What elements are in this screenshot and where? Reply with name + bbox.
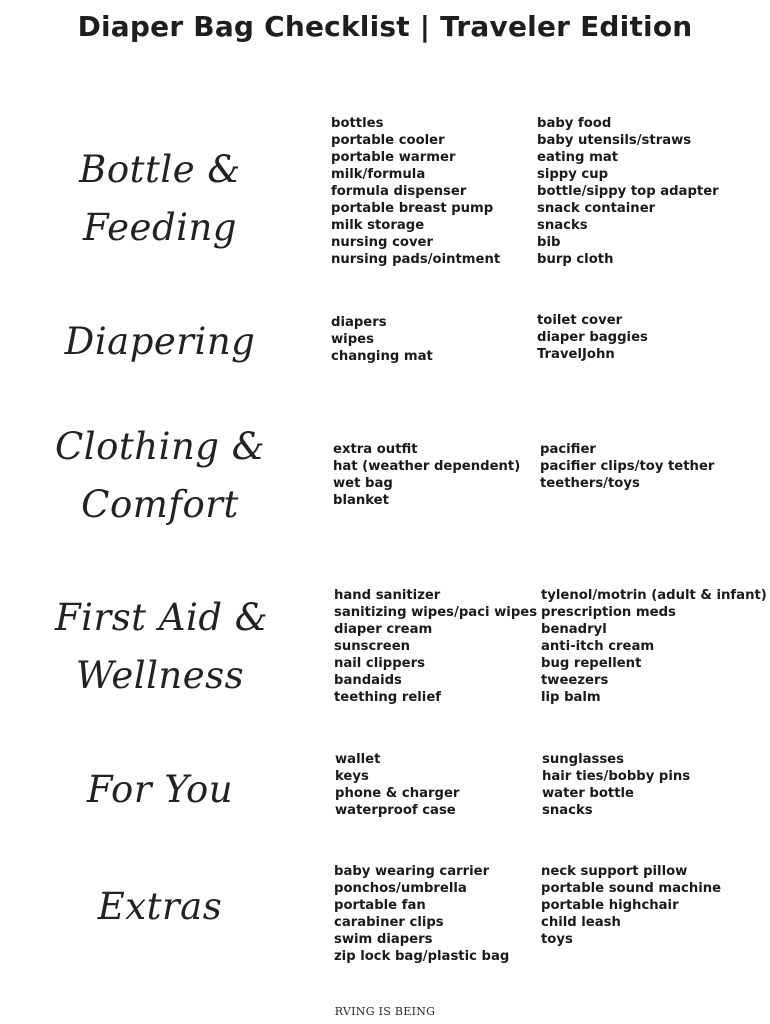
section-heading-line: Feeding — [83, 206, 237, 249]
right-item-list — [542, 751, 690, 819]
list-item: bottle/sippy top adapter — [537, 184, 719, 199]
right-item-list — [537, 115, 719, 268]
list-item: nursing cover — [331, 235, 433, 250]
list-item: portable breast pump — [331, 201, 494, 216]
right-item-list — [537, 312, 648, 363]
section-heading-line: For You — [86, 768, 234, 811]
list-item: TravelJohn — [537, 347, 615, 362]
left-item-list — [331, 314, 433, 365]
list-item: nursing pads/ointment — [331, 252, 501, 267]
list-item: diaper cream — [334, 622, 433, 637]
list-item: carabiner clips — [334, 915, 444, 930]
list-item: phone & charger — [335, 786, 460, 801]
list-item: child leash — [541, 915, 621, 930]
list-item: extra outfit — [333, 442, 418, 457]
list-item: bug repellent — [541, 656, 642, 671]
list-item: tweezers — [541, 673, 609, 688]
list-item: toilet cover — [537, 313, 623, 328]
left-item-list — [334, 863, 509, 965]
list-item: sippy cup — [537, 167, 609, 182]
list-item: snacks — [542, 803, 593, 818]
list-item: bottles — [331, 116, 384, 131]
list-item: prescription meds — [541, 605, 676, 620]
list-item: ponchos/umbrella — [334, 881, 467, 896]
page-title: Diaper Bag Checklist | Traveler Edition — [77, 10, 693, 43]
list-item: changing mat — [331, 349, 433, 364]
list-item: benadryl — [541, 622, 607, 637]
list-item: portable highchair — [541, 898, 679, 913]
list-item: anti-itch cream — [541, 639, 655, 654]
list-item: water bottle — [542, 786, 634, 801]
list-item: bandaids — [334, 673, 402, 688]
list-item: zip lock bag/plastic bag — [334, 949, 510, 964]
list-item: pacifier clips/toy tether — [540, 459, 715, 474]
list-item: wallet — [335, 752, 381, 767]
section-heading — [55, 589, 269, 705]
footer-brand: RVING IS BEING — [334, 1005, 436, 1018]
right-item-list — [540, 441, 714, 492]
list-item: tylenol/motrin (adult & infant) — [541, 588, 767, 603]
section-heading-line: First Aid & — [55, 596, 269, 639]
list-item: eating mat — [537, 150, 619, 165]
list-item: waterproof case — [335, 803, 456, 818]
list-item: wipes — [331, 332, 374, 347]
section-heading-line: Clothing & — [55, 425, 266, 468]
section-heading — [55, 418, 265, 534]
list-item: portable cooler — [331, 133, 445, 148]
list-item: neck support pillow — [541, 864, 688, 879]
list-item: teethers/toys — [540, 476, 640, 491]
section-heading-line: Bottle & — [79, 148, 241, 191]
list-item: burp cloth — [537, 252, 614, 267]
section-heading — [55, 313, 265, 371]
list-item: sunscreen — [334, 639, 411, 654]
right-item-list — [541, 863, 721, 948]
list-item: milk storage — [331, 218, 425, 233]
list-item: portable warmer — [331, 150, 456, 165]
left-item-list — [335, 751, 459, 819]
list-item: hand sanitizer — [334, 588, 441, 603]
list-item: bib — [537, 235, 561, 250]
list-item: keys — [335, 769, 369, 784]
list-item: portable sound machine — [541, 881, 722, 896]
left-item-list — [333, 441, 520, 509]
list-item: swim diapers — [334, 932, 433, 947]
section-heading-line: Extras — [97, 885, 223, 928]
section-heading — [55, 141, 265, 257]
section-heading — [55, 878, 265, 936]
left-item-list — [334, 587, 537, 706]
list-item: snack container — [537, 201, 656, 216]
list-item: diapers — [331, 315, 387, 330]
list-item: lip balm — [541, 690, 601, 705]
list-item: hair ties/bobby pins — [542, 769, 691, 784]
list-item: teething relief — [334, 690, 441, 705]
list-item: diaper baggies — [537, 330, 648, 345]
right-item-list — [541, 587, 767, 706]
list-item: nail clippers — [334, 656, 425, 671]
list-item: pacifier — [540, 442, 596, 457]
list-item: wet bag — [333, 476, 393, 491]
list-item: portable fan — [334, 898, 426, 913]
list-item: baby utensils/straws — [537, 133, 692, 148]
section-heading-line: Comfort — [81, 483, 239, 526]
list-item: toys — [541, 932, 573, 947]
list-item: formula dispenser — [331, 184, 467, 199]
list-item: baby food — [537, 116, 612, 131]
list-item: sanitizing wipes/paci wipes — [334, 605, 538, 620]
list-item: baby wearing carrier — [334, 864, 490, 879]
section-heading — [55, 761, 265, 819]
section-heading-line: Diapering — [64, 320, 256, 363]
list-item: milk/formula — [331, 167, 426, 182]
list-item: snacks — [537, 218, 588, 233]
list-item: hat (weather dependent) — [333, 459, 521, 474]
left-item-list — [331, 115, 500, 268]
list-item: sunglasses — [542, 752, 624, 767]
section-heading-line: Wellness — [75, 654, 245, 697]
list-item: blanket — [333, 493, 389, 508]
